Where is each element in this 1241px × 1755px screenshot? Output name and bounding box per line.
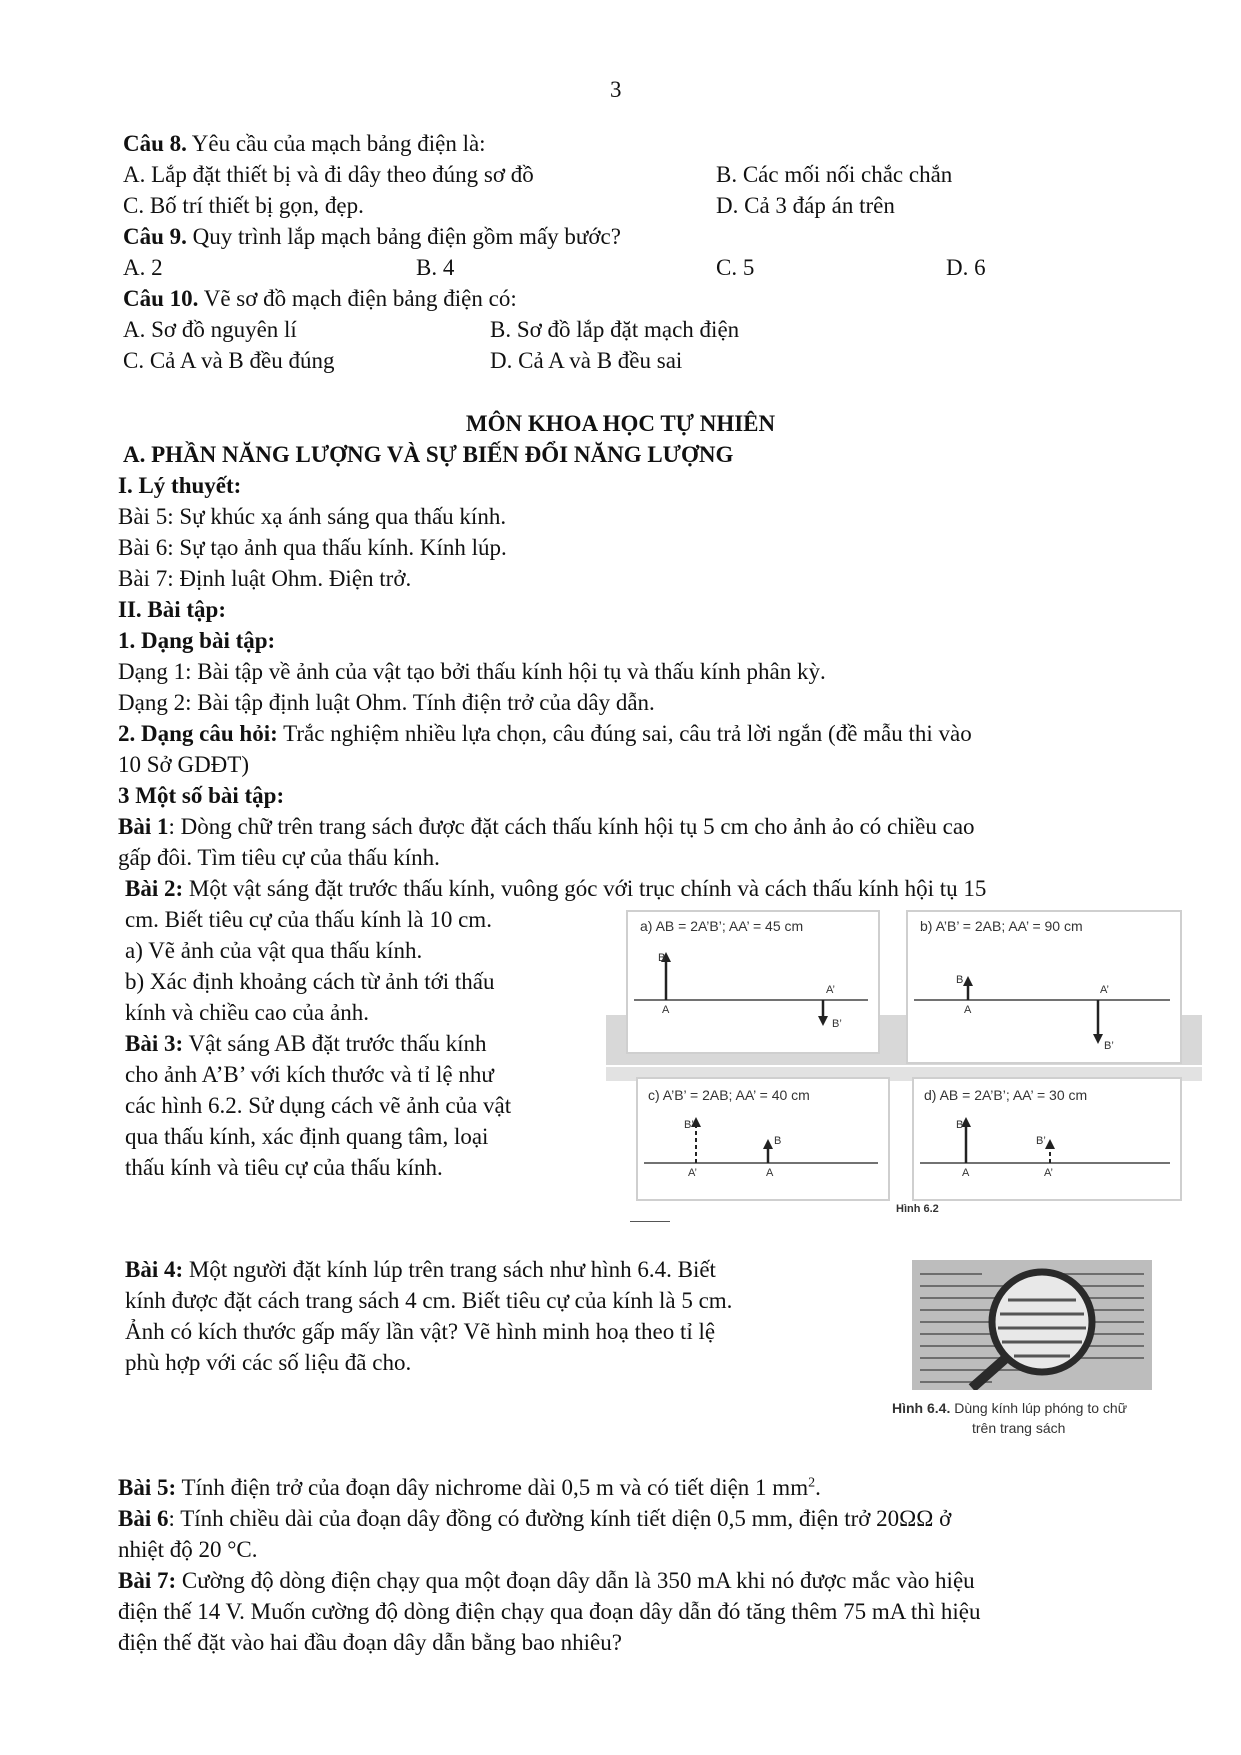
question-types <box>118 720 972 748</box>
question-10-text: Vẽ sơ đồ mạch điện bảng điện có: <box>198 286 517 311</box>
panel-a-label-a1: A’ <box>826 984 835 996</box>
exercise-1-text: : Dòng chữ trên trang sách được đặt cách thấu kính hội tụ 5 cm cho ảnh ảo có chiều cao <box>168 814 975 839</box>
exercise-2 <box>125 875 986 903</box>
type-item: Dạng 2: Bài tập định luật Ohm. Tính điện trở của dây dẫn. <box>118 690 655 715</box>
magnifier-icon <box>912 1260 1152 1390</box>
exercise-5-text: Tính điện trở của đoạn dây nichrome dài 0,5 m và có tiết diện 1 mm <box>176 1475 809 1500</box>
exercise-1-label: Bài 1 <box>118 814 169 839</box>
exercise-2-line: b) Xác định khoảng cách từ ảnh tới thấu <box>125 969 495 994</box>
question-8-option-d: D. Cả 3 đáp án trên <box>716 193 895 218</box>
figure-panel-b <box>906 910 1182 1064</box>
question-9-text: Quy trình lắp mạch bảng điện gồm mấy bước? <box>186 224 621 249</box>
exercise-1-cont: gấp đôi. Tìm tiêu cự của thấu kính. <box>118 845 440 870</box>
types-heading: 1. Dạng bài tập: <box>118 628 276 653</box>
theory-heading: I. Lý thuyết: <box>118 473 242 498</box>
exercise-6-text: : Tính chiều dài của đoạn dây đồng có đường kính tiết diện 0,5 mm, điện trở 20ΩΩ ở <box>168 1506 952 1531</box>
panel-a-title: a) AB = 2A’B’; AA’ = 45 cm <box>640 918 804 934</box>
exercise-7-label: Bài 7: <box>118 1568 177 1593</box>
question-8-option-b: B. Các mối nối chắc chắn <box>716 162 953 187</box>
exercise-5-label: Bài 5: <box>118 1475 177 1500</box>
exercise-4-label: Bài 4: <box>125 1257 184 1282</box>
exercise-2-line: a) Vẽ ảnh của vật qua thấu kính. <box>125 938 423 963</box>
panel-a-label-a: A <box>662 1004 670 1016</box>
panel-c-label-b: B <box>774 1135 782 1147</box>
question-10-option-b: B. Sơ đồ lắp đặt mạch điện <box>490 317 740 342</box>
exercise-7-text: Cường độ dòng điện chạy qua một đoạn dây dẫn là 350 mA khi nó được mắc vào hiệu <box>176 1568 975 1593</box>
question-10-label: Câu 10. <box>123 286 199 311</box>
panel-c-title: c) A’B’ = 2AB; AA’ = 40 cm <box>648 1087 810 1103</box>
panel-b-label-a1: A’ <box>1100 984 1109 996</box>
question-8-text: Yêu cầu của mạch bảng điện là: <box>186 131 486 156</box>
part-title: A. PHẦN NĂNG LƯỢNG VÀ SỰ BIẾN ĐỔI NĂNG LƯỢNG <box>123 442 734 467</box>
panel-c-label-a: A <box>766 1167 774 1179</box>
exercise-5 <box>118 1474 821 1502</box>
book-page-photo <box>912 1260 1152 1390</box>
panel-d-title: d) AB = 2A’B’; AA’ = 30 cm <box>924 1087 1088 1103</box>
panel-c-label-b1: B’ <box>684 1119 694 1131</box>
exercise-2-line: kính và chiều cao của ảnh. <box>125 1000 369 1025</box>
page-number: 3 <box>610 77 622 102</box>
question-10-option-c: C. Cả A và B đều đúng <box>123 348 335 373</box>
exercise-6-line: nhiệt độ 20 °C. <box>118 1537 258 1562</box>
panel-a-label-b: B <box>658 952 666 964</box>
exercise-2-line: cm. Biết tiêu cự của thấu kính là 10 cm. <box>125 907 492 932</box>
question-8 <box>123 130 486 158</box>
question-10-option-d: D. Cả A và B đều sai <box>490 348 683 373</box>
exercise-5-end: . <box>815 1475 821 1500</box>
panel-b-title: b) A’B’ = 2AB; AA’ = 90 cm <box>920 918 1083 934</box>
exercise-3-line: các hình 6.2. Sử dụng cách vẽ ảnh của vật <box>125 1093 512 1118</box>
exercise-heading: II. Bài tập: <box>118 597 226 622</box>
subject-title: MÔN KHOA HỌC TỰ NHIÊN <box>465 411 776 436</box>
type-item: Dạng 1: Bài tập về ảnh của vật tạo bởi thấu kính hội tụ và thấu kính phân kỳ. <box>118 659 826 684</box>
theory-item: Bài 5: Sự khúc xạ ánh sáng qua thấu kính. <box>118 504 507 529</box>
exercise-6 <box>118 1505 951 1533</box>
panel-c-diagram <box>638 1107 888 1197</box>
panel-b-label-b: B <box>956 974 964 986</box>
question-types-text: Trắc nghiệm nhiều lựa chọn, câu đúng sai, câu trả lời ngắn (đề mẫu thi vào <box>277 721 972 746</box>
panel-a-diagram <box>628 940 878 1050</box>
exercise-4-line: Ảnh có kích thước gấp mấy lần vật? Vẽ hình minh hoạ theo tỉ lệ <box>125 1319 716 1344</box>
panel-d-label-a: A <box>962 1167 970 1179</box>
question-9-option-c: C. 5 <box>716 255 755 280</box>
figure-panel-d <box>912 1077 1182 1201</box>
exercise-4-line: phù hợp với các số liệu đã cho. <box>125 1350 412 1375</box>
theory-item: Bài 7: Định luật Ohm. Điện trở. <box>118 566 412 591</box>
figure-divider <box>630 1221 670 1222</box>
exercise-1 <box>118 813 975 841</box>
exercise-5-sup: 2 <box>808 1475 816 1491</box>
figure-panel-a <box>626 910 880 1054</box>
question-types-label: 2. Dạng câu hỏi: <box>118 721 278 746</box>
question-types-cont: 10 Sở GDĐT) <box>118 752 249 777</box>
exercise-2-label: Bài 2: <box>125 876 184 901</box>
panel-d-diagram <box>914 1107 1180 1197</box>
question-10 <box>123 285 517 313</box>
panel-b-diagram <box>908 940 1180 1060</box>
question-9-option-a: A. 2 <box>123 255 163 280</box>
question-9 <box>123 223 621 251</box>
exercise-6-label: Bài 6 <box>118 1506 169 1531</box>
exercise-4-text: Một người đặt kính lúp trên trang sách như hình 6.4. Biết <box>183 1257 716 1282</box>
figure-6-4-caption-text: Dùng kính lúp phóng to chữ <box>950 1400 1128 1416</box>
exercise-7 <box>118 1567 975 1595</box>
question-9-option-d: D. 6 <box>946 255 986 280</box>
figure-6-4-caption-cont: trên trang sách <box>972 1420 1066 1436</box>
exercise-3-line: cho ảnh A’B’ với kích thước và tỉ lệ như <box>125 1062 494 1087</box>
figure-6-4 <box>882 1250 1182 1446</box>
figure-6-2-caption: Hình 6.2 <box>896 1203 939 1215</box>
figure-6-4-label: Hình 6.4. <box>892 1400 951 1416</box>
exercise-7-line: điện thế 14 V. Muốn cường độ dòng điện chạy qua đoạn dây dẫn đó tăng thêm 75 mA thì hiệu <box>118 1599 981 1624</box>
panel-d-label-b: B <box>956 1119 964 1131</box>
panel-c-label-a1: A’ <box>688 1167 697 1179</box>
exercise-3-line: qua thấu kính, xác định quang tâm, loại <box>125 1124 489 1149</box>
exercise-4 <box>125 1256 716 1284</box>
figure-6-2 <box>606 905 1202 1225</box>
question-10-option-a: A. Sơ đồ nguyên lí <box>123 317 297 342</box>
question-8-option-a: A. Lắp đặt thiết bị và đi dây theo đúng sơ đồ <box>123 162 534 187</box>
figure-6-4-caption <box>892 1400 1127 1416</box>
theory-item: Bài 6: Sự tạo ảnh qua thấu kính. Kính lúp. <box>118 535 507 560</box>
question-8-option-c: C. Bố trí thiết bị gọn, đẹp. <box>123 193 364 218</box>
exercise-2-text: Một vật sáng đặt trước thấu kính, vuông góc với trục chính và cách thấu kính hội tụ 15 <box>183 876 987 901</box>
some-exercises-heading: 3 Một số bài tập: <box>118 783 285 808</box>
question-9-label: Câu 9. <box>123 224 187 249</box>
exercise-3-text: Vật sáng AB đặt trước thấu kính <box>183 1031 487 1056</box>
panel-b-label-b1: B’ <box>1104 1040 1114 1052</box>
panel-b-label-a: A <box>964 1004 972 1016</box>
exercise-3 <box>125 1030 487 1058</box>
exercise-7-line: điện thế đặt vào hai đầu đoạn dây dẫn bằng bao nhiêu? <box>118 1630 622 1655</box>
figure-panel-c <box>636 1077 890 1201</box>
panel-d-label-b1: B’ <box>1036 1135 1046 1147</box>
question-8-label: Câu 8. <box>123 131 187 156</box>
exercise-3-label: Bài 3: <box>125 1031 184 1056</box>
panel-a-label-b1: B’ <box>832 1018 842 1030</box>
exercise-4-line: kính được đặt cách trang sách 4 cm. Biết tiêu cự của kính là 5 cm. <box>125 1288 733 1313</box>
panel-d-label-a1: A’ <box>1044 1167 1053 1179</box>
exercise-3-line: thấu kính và tiêu cự của thấu kính. <box>125 1155 443 1180</box>
question-9-option-b: B. 4 <box>416 255 455 280</box>
